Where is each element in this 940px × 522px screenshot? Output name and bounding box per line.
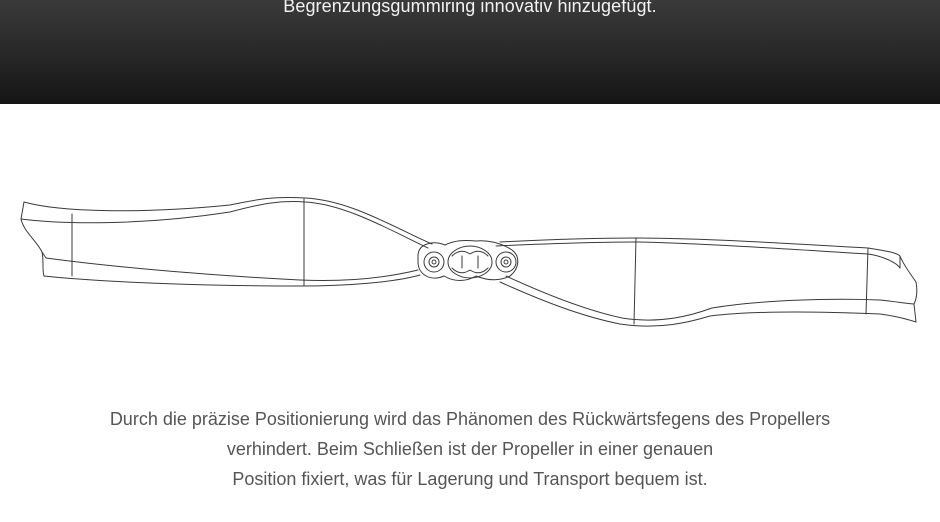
propeller-illustration [0, 160, 940, 360]
right-blade-rib-2 [866, 248, 868, 314]
description-line-3: Position fixiert, was für Lagerung und Transport bequem ist. [232, 469, 708, 489]
hero-banner [0, 0, 940, 104]
right-blade-rib-1 [634, 238, 636, 324]
feature-description [0, 404, 940, 494]
right-blade-outline [500, 238, 917, 326]
hub-left-bearing-core [432, 260, 436, 264]
hero-caption: Begrenzungsgummiring innovativ hinzugefügt. [283, 0, 657, 16]
hub-right-bearing-core [504, 260, 508, 264]
left-blade-inner-edge [21, 201, 428, 248]
hub-center-detail [452, 251, 488, 273]
left-blade-trailing-edge [46, 258, 418, 281]
description-line-2: verhindert. Beim Schließen ist der Propeller in einer genauen [226, 439, 714, 459]
right-blade-tip [900, 256, 916, 322]
hub-right-bearing-inner [501, 257, 511, 267]
hub-left-bearing-outer [424, 252, 444, 272]
hub-left-bearing-inner [429, 257, 439, 267]
left-blade-tip [21, 202, 46, 258]
hub-center-ring [448, 246, 492, 278]
description-line-1: Durch die präzise Positionierung wird das Phänomen des Rückwärtsfegens des Propellers [109, 409, 831, 429]
left-blade-outline [21, 197, 432, 286]
hub-right-bearing-outer [496, 252, 516, 272]
